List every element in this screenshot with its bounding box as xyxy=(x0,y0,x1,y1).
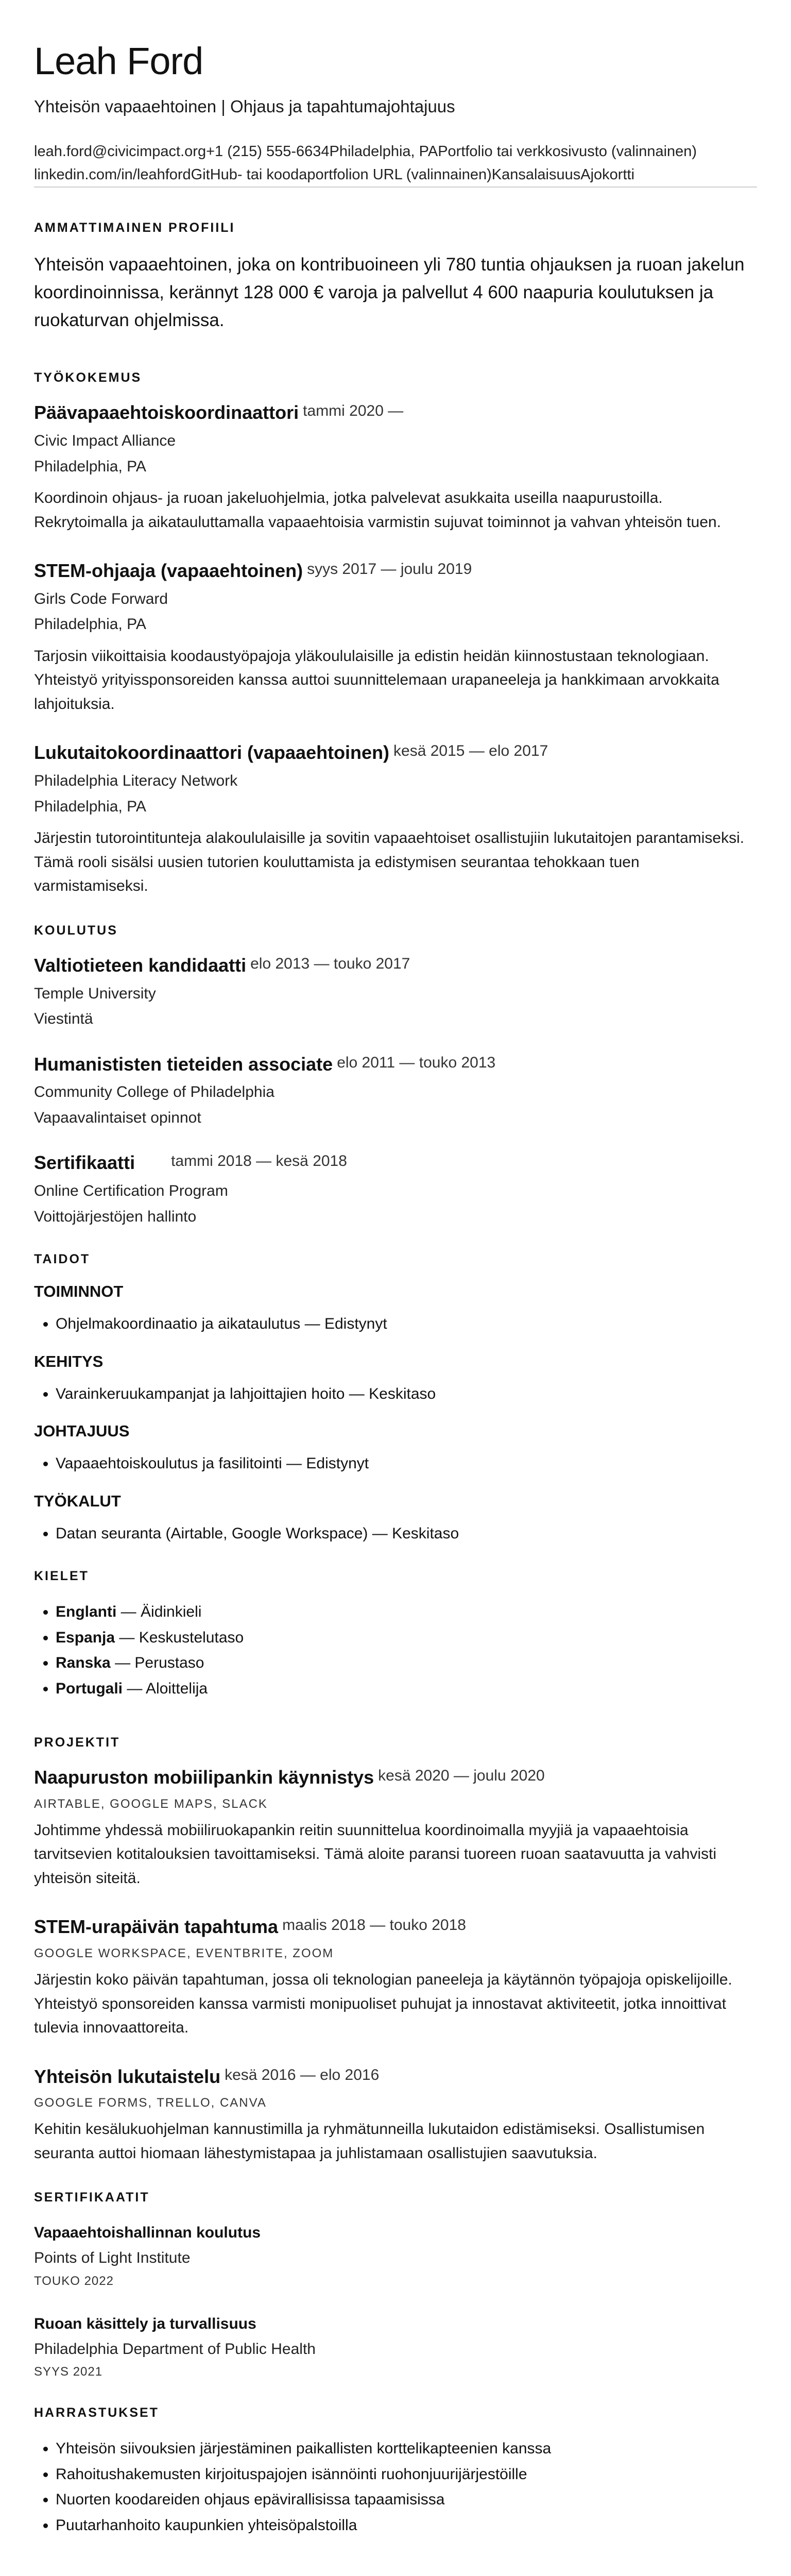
job-location: Philadelphia, PA xyxy=(34,457,146,475)
skill-category: TYÖKALUT xyxy=(34,1492,121,1510)
project-entry xyxy=(34,2065,757,2166)
job-description: Järjestin tutorointitunteja alakoululaisille ja sovitin vapaaehtoiset osallistujiin lukutaitojen parantamiseksi. Tämä rooli sisälsi uusien tutorien kouluttamista ja edistymisen seurantaa tehokkaan tuen varmistamiseksi. xyxy=(34,829,745,895)
degree: Humanististen tieteiden associate xyxy=(34,1053,333,1075)
languages-section xyxy=(34,1569,757,1701)
contact-line-2 xyxy=(34,163,757,187)
language-name: Ranska xyxy=(56,1654,111,1672)
certification-issuer: Philadelphia Department of Public Health xyxy=(34,2340,316,2358)
language-item xyxy=(56,1650,757,1676)
experience-entry xyxy=(34,741,757,898)
project-entry xyxy=(34,1915,757,2040)
organization: Girls Code Forward xyxy=(34,590,168,607)
language-name: Englanti xyxy=(56,1603,117,1621)
project-tools: GOOGLE FORMS, TRELLO, CANVA xyxy=(34,2096,267,2110)
job-dates: kesä 2015 — elo 2017 xyxy=(393,742,548,760)
headline: Yhteisön vapaaehtoinen | Ohjaus ja tapahtumajohtajuus xyxy=(34,96,455,116)
job-title: STEM-ohjaaja (vapaaehtoinen) xyxy=(34,560,303,582)
hobby-list xyxy=(34,2436,757,2538)
field-of-study: Vapaavalintaiset opinnot xyxy=(34,1109,201,1126)
education-entry xyxy=(34,1151,757,1229)
section-title-certifications: SERTIFIKAATIT xyxy=(34,2190,150,2205)
skill-group xyxy=(34,1352,757,1407)
job-title: Päävapaaehtoiskoordinaattori xyxy=(34,402,299,423)
hobby-item: • Rahoitushakemusten kirjoituspajojen isännöinti ruohonjuurijärjestöille xyxy=(56,2462,757,2487)
project-description: Järjestin koko päivän tapahtuman, jossa oli teknologian paneeleja ja käytännön työpajoja opiskelijoille. Yhteistyö sponsoreiden kanssa varmisti monipuoliset puhujat ja innostavat aktiviteetit, jotka innoittivat tulevia innovaattoreita. xyxy=(34,1971,732,2037)
school: Temple University xyxy=(34,985,156,1002)
job-dates: tammi 2020 — xyxy=(303,402,404,420)
project-dates: maalis 2018 — touko 2018 xyxy=(282,1917,466,1934)
location: Philadelphia, PA xyxy=(329,143,438,160)
project-description: Kehitin kesälukuohjelman kannustimilla ja ryhmätunneilla lukutaidon edistämiseksi. Osallistumisen seuranta auttoi hiomaan lähestymistapaa ja juhlistamaan osallistujien saavutuksia. xyxy=(34,2121,705,2162)
project-name: STEM-urapäivän tapahtuma xyxy=(34,1916,279,1938)
portfolio-link[interactable]: Portfolio tai verkkosivusto (valinnainen) xyxy=(438,143,697,160)
education-entry xyxy=(34,1053,757,1131)
job-location: Philadelphia, PA xyxy=(34,798,146,815)
field-of-study: Voittojärjestöjen hallinto xyxy=(34,1208,197,1225)
phone[interactable]: +1 (215) 555-6634 xyxy=(206,143,330,160)
job-title: Lukutaitokoordinaattori (vapaaehtoinen) xyxy=(34,742,390,764)
section-title-education: KOULUTUS xyxy=(34,923,118,938)
education-entry xyxy=(34,954,757,1032)
skill-category: KEHITYS xyxy=(34,1352,104,1370)
language-level: — Äidinkieli xyxy=(116,1603,202,1621)
skill-item: • Varainkeruukampanjat ja lahjoittajien hoito — Keskitaso xyxy=(56,1381,757,1407)
section-title-hobbies: HARRASTUKSET xyxy=(34,2405,159,2420)
school: Community College of Philadelphia xyxy=(34,1083,274,1101)
section-title-projects: PROJEKTIT xyxy=(34,1735,121,1750)
organization: Philadelphia Literacy Network xyxy=(34,772,238,790)
job-description: Tarjosin viikoittaisia koodaustyöpajoja yläkoululaisille ja edistin heidän kiinnostustaan teknologiaan. Yhteistyö yrityissponsoreiden kanssa auttoi suunnittelemaan urapaneeleja ja hankkimaan arvokkaita lahjoituksia. xyxy=(34,647,719,713)
field-of-study: Viestintä xyxy=(34,1010,93,1027)
project-name: Yhteisön lukutaistelu xyxy=(34,2065,221,2087)
skill-item: • Ohjelmakoordinaatio ja aikataulutus — Edistynyt xyxy=(56,1311,757,1337)
language-list xyxy=(34,1599,757,1701)
education-section xyxy=(34,923,757,1229)
education-dates: tammi 2018 — kesä 2018 xyxy=(171,1153,347,1170)
contact-line-1 xyxy=(34,140,757,163)
projects-section xyxy=(34,1735,757,2165)
project-tools: AIRTABLE, GOOGLE MAPS, SLACK xyxy=(34,1797,268,1811)
degree: Sertifikaatti xyxy=(34,1152,135,1174)
project-name: Naapuruston mobiilipankin käynnistys xyxy=(34,1767,374,1788)
job-dates: syys 2017 — joulu 2019 xyxy=(307,561,472,578)
organization: Civic Impact Alliance xyxy=(34,432,176,450)
hobby-item: • Yhteisön siivouksien järjestäminen paikallisten korttelikapteenien kanssa xyxy=(56,2436,757,2462)
linkedin-link[interactable]: linkedin.com/in/leahford xyxy=(34,166,191,183)
skill-group xyxy=(34,1282,757,1337)
project-entry xyxy=(34,1766,757,1890)
language-level: — Perustaso xyxy=(110,1654,204,1672)
skill-item: • Vapaaehtoiskoulutus ja fasilitointi — Edistynyt xyxy=(56,1451,757,1477)
resume-header xyxy=(34,41,757,188)
job-location: Philadelphia, PA xyxy=(34,616,146,633)
project-dates: kesä 2016 — elo 2016 xyxy=(225,2066,380,2083)
skill-category: JOHTAJUUS xyxy=(34,1422,130,1440)
hobbies-section xyxy=(34,2405,757,2538)
project-description: Johtimme yhdessä mobiiliruokapankin reitin suunnittelua koordinoimalla myyjiä ja vapaaehtoisia tarvitsevien kotitalouksien tavoittamiseksi. Tämä aloite paransi tuoreen ruoan saatavuutta ja vahvisti yhteisön siteitä. xyxy=(34,1821,717,1887)
experience-entry xyxy=(34,559,757,716)
language-level: — Keskustelutaso xyxy=(115,1629,244,1646)
profile-section xyxy=(34,221,757,335)
language-name: Portugali xyxy=(56,1680,123,1697)
github-link[interactable]: GitHub- tai koodaportfolion URL (valinnainen) xyxy=(191,166,492,183)
section-title-experience: TYÖKOKEMUS xyxy=(34,370,142,385)
certification-entry xyxy=(34,2221,757,2292)
project-tools: GOOGLE WORKSPACE, EVENTBRITE, ZOOM xyxy=(34,1946,334,1961)
section-title-profile: AMMATTIMAINEN PROFIILI xyxy=(34,220,235,235)
certification-name: Ruoan käsittely ja turvallisuus xyxy=(34,2315,256,2332)
certification-entry xyxy=(34,2312,757,2383)
hobby-item: • Nuorten koodareiden ohjaus epävirallisissa tapaamisissa xyxy=(56,2487,757,2513)
language-name: Espanja xyxy=(56,1629,115,1646)
header-divider xyxy=(34,187,757,188)
hobby-item: • Puutarhanhoito kaupunkien yhteisöpalstoilla xyxy=(56,2513,757,2538)
education-dates: elo 2011 — touko 2013 xyxy=(337,1054,496,1071)
email[interactable]: leah.ford@civicimpact.org xyxy=(34,143,207,160)
citizenship: Kansalaisuus xyxy=(491,166,581,183)
education-dates: elo 2013 — touko 2017 xyxy=(250,955,410,972)
section-title-languages: KIELET xyxy=(34,1569,89,1584)
experience-entry xyxy=(34,401,757,534)
drivers-license: Ajokortti xyxy=(580,166,635,183)
skill-item: • Datan seuranta (Airtable, Google Workspace) — Keskitaso xyxy=(56,1521,757,1547)
skill-group xyxy=(34,1492,757,1547)
school: Online Certification Program xyxy=(34,1182,228,1200)
job-description: Koordinoin ohjaus- ja ruoan jakeluohjelmia, jotka palvelevat asukkaita useilla naapurustoilla. Rekrytoimalla ja aikatauluttamalla vapaaehtoisia varmistin sujuvat toiminnot ja vahvan yhteisön tuen. xyxy=(34,489,721,531)
degree: Valtiotieteen kandidaatti xyxy=(34,954,247,976)
certification-name: Vapaaehtoishallinnan koulutus xyxy=(34,2224,261,2242)
experience-section xyxy=(34,370,757,898)
project-dates: kesä 2020 — joulu 2020 xyxy=(378,1767,545,1785)
language-item xyxy=(56,1625,757,1651)
certification-issuer: Points of Light Institute xyxy=(34,2249,191,2267)
language-item xyxy=(56,1676,757,1702)
language-level: — Aloittelija xyxy=(123,1680,208,1697)
certifications-section xyxy=(34,2190,757,2383)
skill-group xyxy=(34,1422,757,1477)
language-item xyxy=(56,1599,757,1625)
candidate-name: Leah Ford xyxy=(34,40,203,82)
profile-summary: Yhteisön vapaaehtoinen, joka on kontribuoineen yli 780 tuntia ohjauksen ja ruoan jakelun koordinoinnissa, kerännyt 128 000 € varoja ja palvellut 4 600 naapuria koulutuksen ja ruokaturvan ohjelmissa. xyxy=(34,254,745,331)
certification-date: SYYS 2021 xyxy=(34,2365,103,2379)
skills-section xyxy=(34,1252,757,1546)
certification-date: TOUKO 2022 xyxy=(34,2274,114,2288)
section-title-skills: TAIDOT xyxy=(34,1252,91,1267)
skill-category: TOIMINNOT xyxy=(34,1282,124,1301)
